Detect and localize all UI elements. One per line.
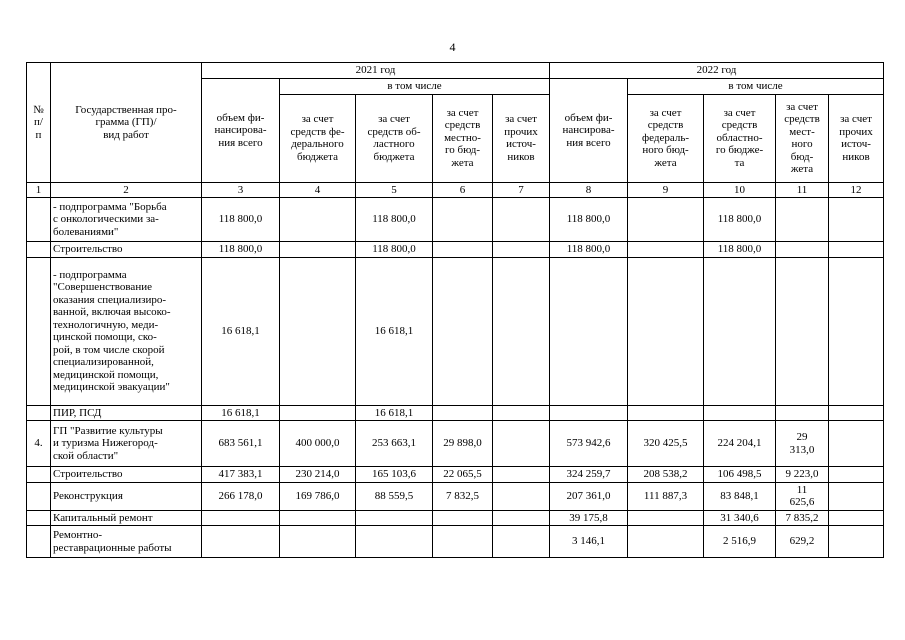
value-cell-col-8 xyxy=(550,257,628,405)
value-cell-col-5 xyxy=(356,526,433,558)
table-row xyxy=(27,467,884,483)
column-number-11: 11 xyxy=(776,182,829,198)
row-program-name: - подпрограмма "Совершенствование оказания специализиро- ванной, включая высоко- технологичную, меди- цинской помощи, ско- рой, в том числе скорой специализированной, медицинской помощи, медицинской эвакуации" xyxy=(51,257,202,405)
value-cell-col-10: 2 516,9 xyxy=(704,526,776,558)
value-cell-col-8: 3 146,1 xyxy=(550,526,628,558)
row-number xyxy=(27,510,51,526)
row-program-name: Ремонтно- реставрационные работы xyxy=(51,526,202,558)
value-cell-col-6 xyxy=(433,242,493,258)
value-cell-col-7 xyxy=(493,405,550,421)
header-2021-including: в том числе xyxy=(280,79,550,95)
row-program-name: Капитальный ремонт xyxy=(51,510,202,526)
header-2022-total: объем фи- нансирова- ния всего xyxy=(550,79,628,183)
value-cell-col-9 xyxy=(628,257,704,405)
value-cell-col-11: 9 223,0 xyxy=(776,467,829,483)
row-program-name: Строительство xyxy=(51,467,202,483)
column-number-2: 2 xyxy=(51,182,202,198)
value-cell-col-10 xyxy=(704,257,776,405)
value-cell-col-12 xyxy=(829,405,884,421)
value-cell-col-7 xyxy=(493,467,550,483)
value-cell-col-3 xyxy=(202,510,280,526)
column-number-7: 7 xyxy=(493,182,550,198)
value-cell-col-4 xyxy=(280,257,356,405)
row-number xyxy=(27,257,51,405)
value-cell-col-5 xyxy=(356,510,433,526)
value-cell-col-11: 629,2 xyxy=(776,526,829,558)
value-cell-col-7 xyxy=(493,510,550,526)
value-cell-col-12 xyxy=(829,198,884,242)
value-cell-col-11: 11 625,6 xyxy=(776,482,829,510)
value-cell-col-10: 118 800,0 xyxy=(704,198,776,242)
value-cell-col-5: 118 800,0 xyxy=(356,242,433,258)
row-program-name: Строительство xyxy=(51,242,202,258)
table-row xyxy=(27,198,884,242)
value-cell-col-12 xyxy=(829,526,884,558)
value-cell-col-3: 16 618,1 xyxy=(202,405,280,421)
value-cell-col-4: 400 000,0 xyxy=(280,421,356,467)
row-program-name: - подпрограмма "Борьба с онкологическими за- болеваниями" xyxy=(51,198,202,242)
value-cell-col-6: 22 065,5 xyxy=(433,467,493,483)
value-cell-col-7 xyxy=(493,482,550,510)
column-number-6: 6 xyxy=(433,182,493,198)
value-cell-col-11: 7 835,2 xyxy=(776,510,829,526)
value-cell-col-4 xyxy=(280,405,356,421)
value-cell-col-4 xyxy=(280,510,356,526)
value-cell-col-6: 7 832,5 xyxy=(433,482,493,510)
value-cell-col-3: 16 618,1 xyxy=(202,257,280,405)
row-number xyxy=(27,242,51,258)
header-2021-total: объем фи- нансирова- ния всего xyxy=(202,79,280,183)
value-cell-col-5: 16 618,1 xyxy=(356,405,433,421)
value-cell-col-9 xyxy=(628,405,704,421)
value-cell-col-3: 118 800,0 xyxy=(202,198,280,242)
column-number-1: 1 xyxy=(27,182,51,198)
header-2021-local: за счет средств местно- го бюд- жета xyxy=(433,94,493,182)
row-number xyxy=(27,198,51,242)
value-cell-col-11 xyxy=(776,257,829,405)
value-cell-col-8: 39 175,8 xyxy=(550,510,628,526)
value-cell-col-10 xyxy=(704,405,776,421)
value-cell-col-12 xyxy=(829,482,884,510)
table-row xyxy=(27,421,884,467)
value-cell-col-11 xyxy=(776,405,829,421)
value-cell-col-9: 111 887,3 xyxy=(628,482,704,510)
table-row xyxy=(27,405,884,421)
value-cell-col-5: 118 800,0 xyxy=(356,198,433,242)
page-number: 4 xyxy=(449,40,456,54)
value-cell-col-6 xyxy=(433,257,493,405)
value-cell-col-10: 31 340,6 xyxy=(704,510,776,526)
column-number-8: 8 xyxy=(550,182,628,198)
value-cell-col-4 xyxy=(280,526,356,558)
value-cell-col-7 xyxy=(493,242,550,258)
row-number xyxy=(27,467,51,483)
value-cell-col-9: 320 425,5 xyxy=(628,421,704,467)
header-2022-other: за счет прочих источ- ников xyxy=(829,94,884,182)
value-cell-col-7 xyxy=(493,421,550,467)
value-cell-col-6 xyxy=(433,405,493,421)
table-row xyxy=(27,482,884,510)
value-cell-col-9 xyxy=(628,198,704,242)
value-cell-col-11 xyxy=(776,242,829,258)
value-cell-col-12 xyxy=(829,257,884,405)
value-cell-col-10: 118 800,0 xyxy=(704,242,776,258)
value-cell-col-9: 208 538,2 xyxy=(628,467,704,483)
header-2022-including: в том числе xyxy=(628,79,884,95)
row-program-name: Реконструкция xyxy=(51,482,202,510)
value-cell-col-8 xyxy=(550,405,628,421)
value-cell-col-9 xyxy=(628,510,704,526)
column-number-3: 3 xyxy=(202,182,280,198)
row-number xyxy=(27,526,51,558)
value-cell-col-5: 88 559,5 xyxy=(356,482,433,510)
value-cell-col-7 xyxy=(493,198,550,242)
value-cell-col-12 xyxy=(829,510,884,526)
value-cell-col-9 xyxy=(628,242,704,258)
column-number-5: 5 xyxy=(356,182,433,198)
table-row xyxy=(27,242,884,258)
value-cell-col-3: 118 800,0 xyxy=(202,242,280,258)
value-cell-col-4 xyxy=(280,198,356,242)
row-number xyxy=(27,482,51,510)
value-cell-col-10: 106 498,5 xyxy=(704,467,776,483)
table-row xyxy=(27,257,884,405)
row-number xyxy=(27,405,51,421)
value-cell-col-12 xyxy=(829,421,884,467)
table-row xyxy=(27,510,884,526)
column-number-9: 9 xyxy=(628,182,704,198)
value-cell-col-4: 230 214,0 xyxy=(280,467,356,483)
column-number-12: 12 xyxy=(829,182,884,198)
value-cell-col-4: 169 786,0 xyxy=(280,482,356,510)
value-cell-col-3: 683 561,1 xyxy=(202,421,280,467)
value-cell-col-11: 29 313,0 xyxy=(776,421,829,467)
header-num: № п/ п xyxy=(27,63,51,183)
value-cell-col-10: 83 848,1 xyxy=(704,482,776,510)
value-cell-col-7 xyxy=(493,526,550,558)
header-2022-regional: за счет средств областно- го бюдже- та xyxy=(704,94,776,182)
value-cell-col-5: 16 618,1 xyxy=(356,257,433,405)
value-cell-col-3: 266 178,0 xyxy=(202,482,280,510)
header-2021-federal: за счет средств фе- дерального бюджета xyxy=(280,94,356,182)
value-cell-col-8: 118 800,0 xyxy=(550,198,628,242)
value-cell-col-6: 29 898,0 xyxy=(433,421,493,467)
header-2022-federal: за счет средств федераль- ного бюд- жета xyxy=(628,94,704,182)
value-cell-col-8: 118 800,0 xyxy=(550,242,628,258)
row-number: 4. xyxy=(27,421,51,467)
header-program: Государственная про- грамма (ГП)/ вид работ xyxy=(51,63,202,183)
table-row xyxy=(27,526,884,558)
value-cell-col-9 xyxy=(628,526,704,558)
value-cell-col-4 xyxy=(280,242,356,258)
value-cell-col-7 xyxy=(493,257,550,405)
value-cell-col-12 xyxy=(829,467,884,483)
header-year-2022: 2022 год xyxy=(550,63,884,79)
header-2021-other: за счет прочих источ- ников xyxy=(493,94,550,182)
budget-table xyxy=(26,62,884,558)
value-cell-col-6 xyxy=(433,198,493,242)
value-cell-col-8: 324 259,7 xyxy=(550,467,628,483)
value-cell-col-5: 165 103,6 xyxy=(356,467,433,483)
row-program-name: ПИР, ПСД xyxy=(51,405,202,421)
value-cell-col-3: 417 383,1 xyxy=(202,467,280,483)
value-cell-col-8: 573 942,6 xyxy=(550,421,628,467)
row-program-name: ГП "Развитие культуры и туризма Нижегород- ской области" xyxy=(51,421,202,467)
value-cell-col-11 xyxy=(776,198,829,242)
value-cell-col-12 xyxy=(829,242,884,258)
column-number-10: 10 xyxy=(704,182,776,198)
value-cell-col-3 xyxy=(202,526,280,558)
column-number-4: 4 xyxy=(280,182,356,198)
value-cell-col-6 xyxy=(433,526,493,558)
value-cell-col-6 xyxy=(433,510,493,526)
value-cell-col-5: 253 663,1 xyxy=(356,421,433,467)
header-2021-regional: за счет средств об- ластного бюджета xyxy=(356,94,433,182)
value-cell-col-8: 207 361,0 xyxy=(550,482,628,510)
value-cell-col-10: 224 204,1 xyxy=(704,421,776,467)
header-2022-local: за счет средств мест- ного бюд- жета xyxy=(776,94,829,182)
header-year-2021: 2021 год xyxy=(202,63,550,79)
